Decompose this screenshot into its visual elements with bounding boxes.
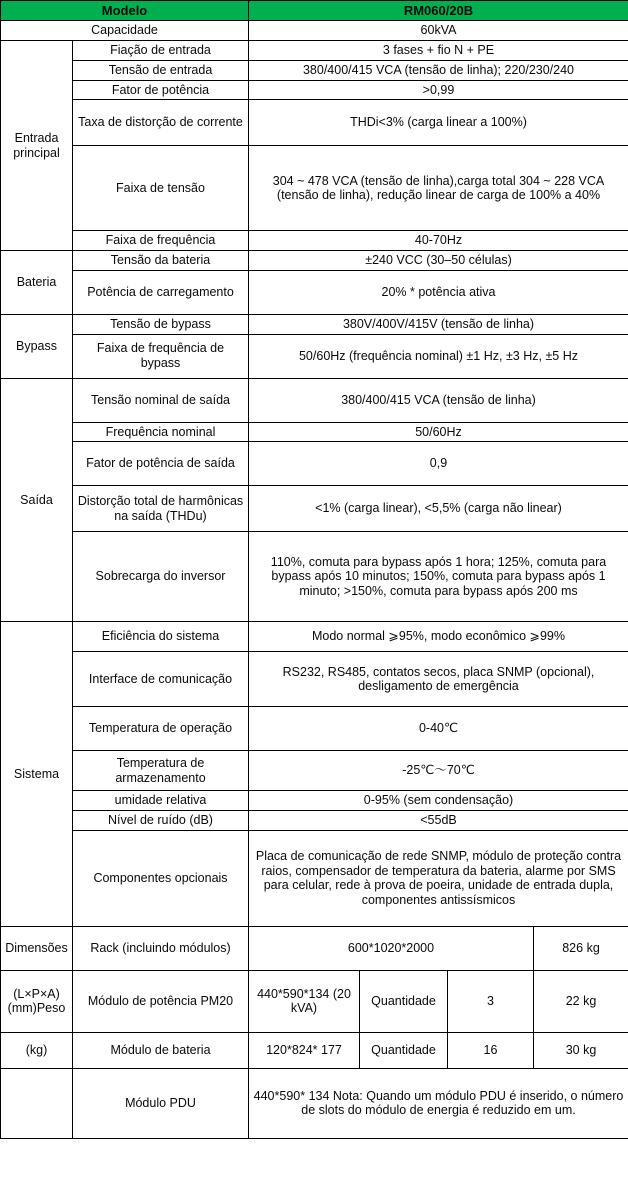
- table-row: [1, 486, 628, 532]
- table-header-row: [1, 1, 628, 21]
- table-row-pdu-module: [1, 1068, 628, 1138]
- dimensions-label-line-3: (kg): [1, 1032, 73, 1068]
- row-value-qty: 3: [448, 970, 534, 1032]
- row-value-weight: 30 kg: [534, 1032, 628, 1068]
- row-value-qty-label: Quantidade: [360, 1032, 448, 1068]
- row-label: Tensão de entrada: [73, 60, 249, 80]
- row-value: -25℃～70℃: [249, 751, 628, 791]
- row-label: Frequência nominal: [73, 422, 249, 442]
- row-value: RS232, RS485, contatos secos, placa SNMP (opcional), desligamento de emergência: [249, 652, 628, 707]
- row-value-qty-label: Quantidade: [360, 970, 448, 1032]
- row-value: >0,99: [249, 80, 628, 100]
- row-value-size: 440*590* 134 Nota: Quando um módulo PDU é inserido, o número de slots do módulo de energia é reduzido em um.: [249, 1068, 628, 1138]
- table-row: [1, 334, 628, 378]
- row-value: 380/400/415 VCA (tensão de linha): [249, 378, 628, 422]
- table-row: [1, 811, 628, 831]
- group-label-saida: Saída: [1, 378, 73, 622]
- row-value: <55dB: [249, 811, 628, 831]
- table-row: [1, 422, 628, 442]
- row-value: ±240 VCC (30–50 células): [249, 251, 628, 271]
- table-row: [1, 41, 628, 61]
- table-row-rack: [1, 926, 628, 970]
- table-row: [1, 231, 628, 251]
- table-row-battery-module: [1, 1032, 628, 1068]
- group-label-entrada-principal: Entrada principal: [1, 41, 73, 251]
- row-label: Fiação de entrada: [73, 41, 249, 61]
- row-label: Faixa de tensão: [73, 146, 249, 231]
- row-value-weight: 22 kg: [534, 970, 628, 1032]
- table-row: [1, 270, 628, 314]
- row-label: Sobrecarga do inversor: [73, 532, 249, 622]
- header-model-value: RM060/20B: [249, 1, 628, 21]
- row-label: Faixa de frequência: [73, 231, 249, 251]
- row-value: 380V/400V/415V (tensão de linha): [249, 314, 628, 334]
- row-label: Potência de carregamento: [73, 270, 249, 314]
- row-value: 3 fases + fio N + PE: [249, 41, 628, 61]
- table-row: [1, 378, 628, 422]
- row-value: Modo normal ⩾95%, modo econômico ⩾99%: [249, 622, 628, 652]
- table-row: [1, 622, 628, 652]
- dimensions-label-line-2: (L×P×A)(mm)Peso: [1, 970, 73, 1032]
- row-value: <1% (carga linear), <5,5% (carga não linear): [249, 486, 628, 532]
- row-value: 40-70Hz: [249, 231, 628, 251]
- row-label: Tensão de bypass: [73, 314, 249, 334]
- row-label: umidade relativa: [73, 791, 249, 811]
- table-row: [1, 652, 628, 707]
- row-label: Tensão nominal de saída: [73, 378, 249, 422]
- row-label-capacidade: Capacidade: [1, 21, 249, 41]
- row-label: Módulo de potência PM20: [73, 970, 249, 1032]
- table-row: [1, 60, 628, 80]
- row-label: Faixa de frequência de bypass: [73, 334, 249, 378]
- row-value: 0-40℃: [249, 707, 628, 751]
- row-label: Componentes opcionais: [73, 830, 249, 926]
- row-value-qty: 16: [448, 1032, 534, 1068]
- table-row: [1, 314, 628, 334]
- table-row-power-module: [1, 970, 628, 1032]
- dimensions-label-line-4: [1, 1068, 73, 1138]
- header-model-label: Modelo: [1, 1, 249, 21]
- row-label: Módulo de bateria: [73, 1032, 249, 1068]
- row-value: 110%, comuta para bypass após 1 hora; 125%, comuta para bypass após 10 minutos; 150%, comuta para bypass após 1 minuto; >150%, comuta para bypass após 200 ms: [249, 532, 628, 622]
- row-label: Eficiência do sistema: [73, 622, 249, 652]
- row-value: 50/60Hz (frequência nominal) ±1 Hz, ±3 Hz, ±5 Hz: [249, 334, 628, 378]
- group-label-bateria: Bateria: [1, 251, 73, 315]
- row-value: Placa de comunicação de rede SNMP, módulo de proteção contra raios, compensador de temperatura da bateria, alarme por SMS para celular, rede à prova de poeira, unidade de entrada dupla, componentes antissísmicos: [249, 830, 628, 926]
- table-row: [1, 830, 628, 926]
- dimensions-label-line-1: Dimensões: [1, 926, 73, 970]
- row-value-size: 120*824* 177: [249, 1032, 360, 1068]
- table-row: [1, 707, 628, 751]
- row-label: Nível de ruído (dB): [73, 811, 249, 831]
- row-value-size: 440*590*134 (20 kVA): [249, 970, 360, 1032]
- row-label: Fator de potência de saída: [73, 442, 249, 486]
- row-label: Interface de comunicação: [73, 652, 249, 707]
- row-label: Temperatura de armazenamento: [73, 751, 249, 791]
- row-value-size: 600*1020*2000: [249, 926, 534, 970]
- row-value: 50/60Hz: [249, 422, 628, 442]
- row-label: Tensão da bateria: [73, 251, 249, 271]
- row-value: THDi<3% (carga linear a 100%): [249, 100, 628, 146]
- group-label-sistema: Sistema: [1, 622, 73, 927]
- row-value: 304 ~ 478 VCA (tensão de linha),carga total 304 ~ 228 VCA (tensão de linha), redução linear de carga de 100% a 40%: [249, 146, 628, 231]
- table-row: [1, 532, 628, 622]
- table-row: [1, 80, 628, 100]
- row-value: 380/400/415 VCA (tensão de linha); 220/230/240: [249, 60, 628, 80]
- row-label: Temperatura de operação: [73, 707, 249, 751]
- row-value: 0-95% (sem condensação): [249, 791, 628, 811]
- row-label: Distorção total de harmônicas na saída (THDu): [73, 486, 249, 532]
- row-label: Fator de potência: [73, 80, 249, 100]
- row-label: Taxa de distorção de corrente: [73, 100, 249, 146]
- table-row: [1, 146, 628, 231]
- table-row-capacidade: [1, 21, 628, 41]
- table-row: [1, 791, 628, 811]
- group-label-bypass: Bypass: [1, 314, 73, 378]
- row-value-capacidade: 60kVA: [249, 21, 628, 41]
- row-value-weight: 826 kg: [534, 926, 628, 970]
- row-label: Módulo PDU: [73, 1068, 249, 1138]
- row-label: Rack (incluindo módulos): [73, 926, 249, 970]
- row-value: 20% * potência ativa: [249, 270, 628, 314]
- row-value: 0,9: [249, 442, 628, 486]
- table-row: [1, 442, 628, 486]
- table-row: [1, 100, 628, 146]
- table-row: [1, 751, 628, 791]
- table-row: [1, 251, 628, 271]
